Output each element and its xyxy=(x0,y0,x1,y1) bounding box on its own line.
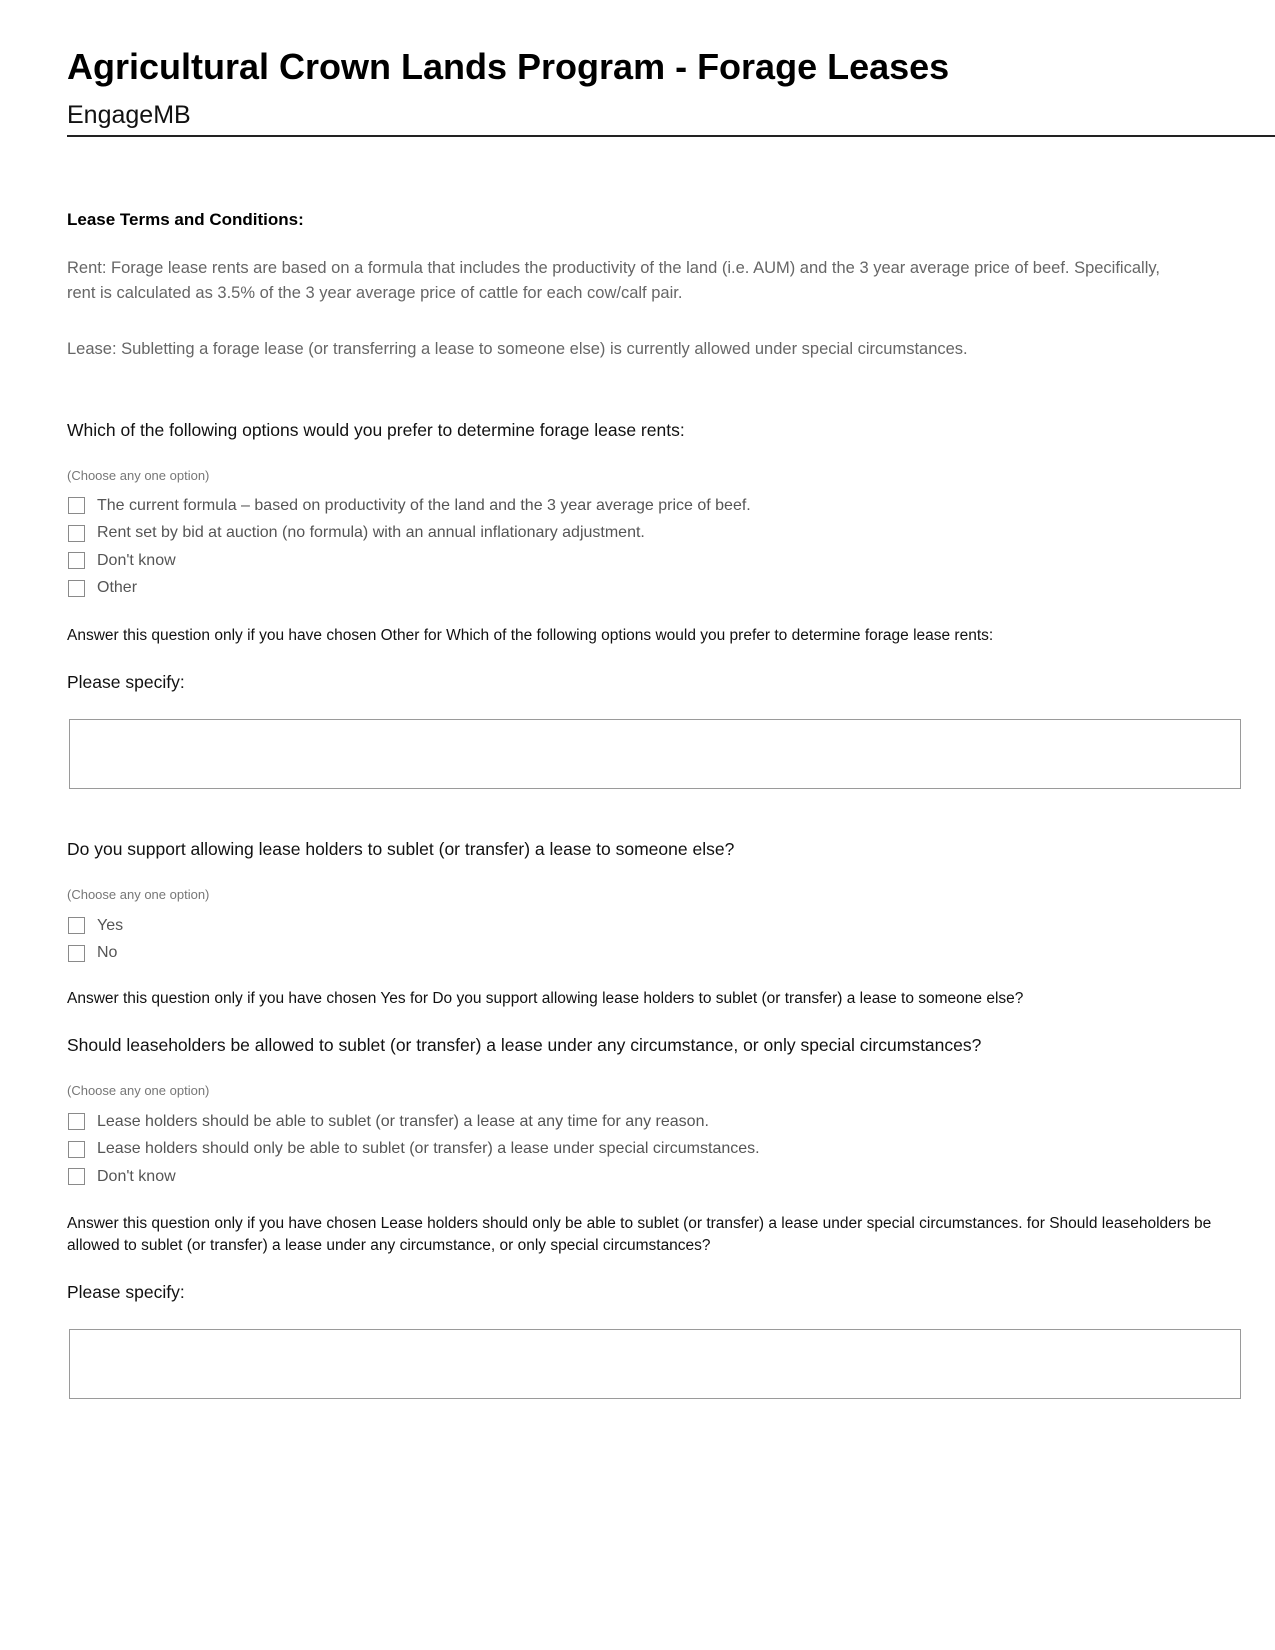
q3-option[interactable] xyxy=(68,1163,760,1191)
lease-info: Lease: Subletting a forage lease (or transferring a lease to someone else) is currently allowed under special circumstances. xyxy=(67,340,968,358)
q1-option[interactable] xyxy=(68,492,751,520)
q3-specify-label: Please specify: xyxy=(67,1282,185,1302)
q2-checkbox-no[interactable] xyxy=(68,945,85,962)
q1-option[interactable] xyxy=(68,575,751,603)
q1-option[interactable] xyxy=(68,520,751,548)
q3-specify-input[interactable] xyxy=(69,1329,1241,1399)
header-divider xyxy=(67,135,1275,137)
q1-option[interactable] xyxy=(68,547,751,575)
lease-terms-heading: Lease Terms and Conditions: xyxy=(67,210,304,229)
q3-checkbox-dont-know[interactable] xyxy=(68,1168,85,1185)
q2-question: Do you support allowing lease holders to sublet (or transfer) a lease to someone else? xyxy=(67,839,735,859)
q3-option-label: Don't know xyxy=(97,1167,176,1185)
rent-info: Rent: Forage lease rents are based on a formula that includes the productivity of the land (i.e. AUM) and the 3 year average price of beef. Specifically, rent is calculated as 3.5% of the 3 year average price of cattle for each cow/calf pair. xyxy=(67,259,1160,302)
q3-option[interactable] xyxy=(68,1136,760,1164)
q2-hint: (Choose any one option) xyxy=(67,887,210,902)
q1-option-label: The current formula – based on productivity of the land and the 3 year average price of beef. xyxy=(97,496,751,514)
q3-hint: (Choose any one option) xyxy=(67,1083,210,1098)
q3-question: Should leaseholders be allowed to sublet (or transfer) a lease under any circumstance, or only special circumstances? xyxy=(67,1035,982,1055)
q1-specify-label: Please specify: xyxy=(67,672,185,692)
q1-checkbox-bid-auction[interactable] xyxy=(68,525,85,542)
q3-checkbox-special-circumstances[interactable] xyxy=(68,1141,85,1158)
q1-checkbox-current-formula[interactable] xyxy=(68,497,85,514)
q2-option-label: Yes xyxy=(97,916,124,934)
q3-option-label: Lease holders should only be able to sublet (or transfer) a lease under special circumstances. xyxy=(97,1140,760,1158)
q1-checkbox-other[interactable] xyxy=(68,580,85,597)
q2-option-label: No xyxy=(97,944,118,962)
q3-checkbox-any-time[interactable] xyxy=(68,1113,85,1130)
q3-option-label: Lease holders should be able to sublet (or transfer) a lease at any time for any reason. xyxy=(97,1112,709,1130)
q2-option[interactable] xyxy=(68,912,123,940)
q1-checkbox-dont-know[interactable] xyxy=(68,552,85,569)
q2-condition: Answer this question only if you have chosen Yes for Do you support allowing lease holders to sublet (or transfer) a lease to someone else? xyxy=(67,990,1024,1007)
q3-options xyxy=(68,1108,760,1191)
q2-checkbox-yes[interactable] xyxy=(68,917,85,934)
q3-condition: Answer this question only if you have chosen Lease holders should only be able to sublet (or transfer) a lease under special circumstances. for Should leaseholders be allowed to sublet (or transfer) a lease under any circumstance, or only special circumstances? xyxy=(67,1215,1212,1254)
q1-options xyxy=(68,492,751,602)
q1-condition: Answer this question only if you have chosen Other for Which of the following options would you prefer to determine forage lease rents: xyxy=(67,627,994,644)
q1-option-label: Other xyxy=(97,579,138,597)
q3-option[interactable] xyxy=(68,1108,760,1136)
page-subtitle: EngageMB xyxy=(67,101,191,129)
q1-hint: (Choose any one option) xyxy=(67,468,210,483)
q1-option-label: Rent set by bid at auction (no formula) with an annual inflationary adjustment. xyxy=(97,524,645,542)
q1-question: Which of the following options would you prefer to determine forage lease rents: xyxy=(67,420,685,440)
q1-option-label: Don't know xyxy=(97,551,176,569)
page-title: Agricultural Crown Lands Program - Forage Leases xyxy=(67,46,950,87)
q2-option[interactable] xyxy=(68,940,123,968)
q2-options xyxy=(68,912,123,967)
q1-specify-input[interactable] xyxy=(69,719,1241,789)
